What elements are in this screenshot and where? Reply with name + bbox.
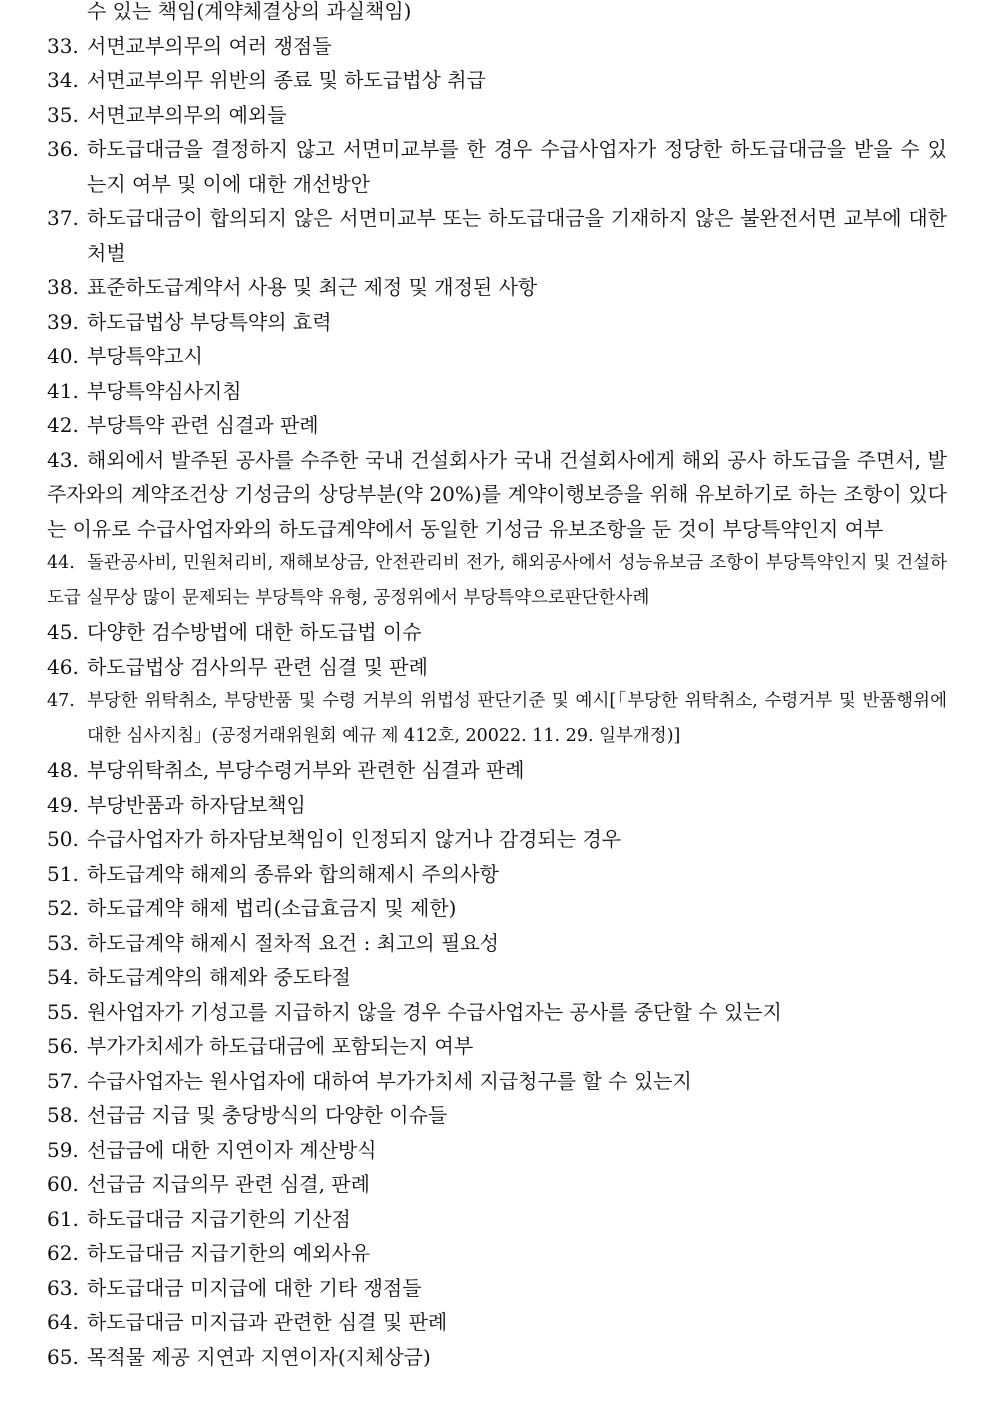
item-number: 56. (47, 1034, 79, 1058)
item-text: 하도급대금 미지급에 대한 기타 쟁점들 (87, 1275, 422, 1300)
item-number: 39. (47, 309, 79, 334)
list-item-54 (47, 960, 947, 995)
list-item-49 (47, 788, 947, 823)
item-number: 43. (47, 447, 79, 472)
list-item-48 (47, 753, 947, 788)
item-text: 다양한 검수방법에 대한 하도급법 이슈 (87, 620, 422, 644)
list-item-37 (47, 201, 947, 270)
list-item-43 (47, 443, 947, 547)
list-item-59 (47, 1133, 947, 1168)
item-text: 돌관공사비, 민원처리비, 재해보상금, 안전관리비 전가, 해외공사에서 성능유보금 조항이 부당특약인지 및 건설하도급 실무상 많이 문제되는 부당특약 유형, 공정위에서 부당특약으로판단한사례 (47, 553, 947, 608)
list-item-45 (47, 615, 947, 650)
list-item-64 (47, 1305, 947, 1340)
list-item-55 (47, 995, 947, 1030)
list-item-41 (47, 374, 947, 409)
item-number: 44. (47, 553, 75, 573)
item-number: 46. (47, 654, 79, 679)
item-text: 부당특약심사지침 (87, 378, 242, 403)
item-text: 부당반품과 하자담보책임 (87, 792, 306, 817)
item-text: 하도급계약 해제 법리(소급효금지 및 제한) (87, 896, 457, 920)
item-text: 하도급법상 부당특약의 효력 (87, 309, 332, 334)
item-text: 원사업자가 기성고를 지급하지 않을 경우 수급사업자는 공사를 중단할 수 있는지 (87, 999, 782, 1024)
item-number: 34. (47, 68, 79, 92)
list-item-continuation (47, 0, 947, 29)
item-number: 38. (47, 275, 79, 299)
list-item-58 (47, 1098, 947, 1133)
item-text: 선급금 지급 및 충당방식의 다양한 이슈들 (87, 1103, 448, 1127)
list-item-34 (47, 63, 947, 98)
list-item-47 (47, 684, 947, 753)
list-item-40 (47, 339, 947, 374)
item-text: 서면교부의무 위반의 종료 및 하도급법상 취급 (87, 68, 486, 92)
item-text: 해외에서 발주된 공사를 수주한 국내 건설회사가 국내 건설회사에게 해외 공사 하도급을 주면서, 발주자와의 계약조건상 기성금의 상당부분(약 20%)를 계약이행보증을 위해 유보하기로 하는 조항이 있다는 이유로 수급사업자와의 하도급계약에서 동일한 기성금 유보조항을 둔 것이 부당특약인지 여부 (47, 447, 947, 541)
list-item-52 (47, 891, 947, 926)
item-number: 61. (47, 1206, 79, 1231)
list-item-46 (47, 650, 947, 685)
list-item-60 (47, 1167, 947, 1202)
item-number: 35. (47, 102, 79, 127)
item-number: 42. (47, 413, 79, 437)
item-text: 하도급법상 검사의무 관련 심결 및 판례 (87, 654, 428, 679)
item-number: 36. (47, 137, 79, 161)
item-number: 45. (47, 620, 79, 644)
list-item-51 (47, 857, 947, 892)
item-number: 51. (47, 861, 79, 886)
list-item-53 (47, 926, 947, 961)
item-number: 59. (47, 1137, 79, 1162)
item-text: 서면교부의무의 예외들 (87, 102, 287, 127)
item-number: 48. (47, 758, 79, 782)
item-text: 수급사업자는 원사업자에 대하여 부가가치세 지급청구를 할 수 있는지 (87, 1068, 692, 1093)
list-item-57 (47, 1064, 947, 1099)
item-number: 55. (47, 999, 79, 1024)
item-text: 목적물 제공 지연과 지연이자(지체상금) (87, 1344, 431, 1369)
item-number: 33. (47, 33, 79, 58)
item-text: 하도급대금 지급기한의 기산점 (87, 1206, 351, 1231)
item-number: 64. (47, 1310, 79, 1334)
item-number: 40. (47, 344, 79, 368)
item-number: 63. (47, 1275, 79, 1300)
item-text: 부당위탁취소, 부당수령거부와 관련한 심결과 판례 (87, 758, 525, 782)
item-number: 50. (47, 827, 79, 851)
item-text: 하도급대금을 결정하지 않고 서면미교부를 한 경우 수급사업자가 정당한 하도급대금을 받을 수 있는지 여부 및 이에 대한 개선방안 (87, 137, 947, 196)
item-number: 49. (47, 792, 79, 817)
item-text: 하도급대금 미지급과 관련한 심결 및 판례 (87, 1310, 448, 1334)
list-item-36 (47, 132, 947, 201)
item-text: 하도급계약 해제의 종류와 합의해제시 주의사항 (87, 861, 499, 886)
item-text: 하도급대금 지급기한의 예외사유 (87, 1241, 371, 1265)
item-number: 53. (47, 930, 79, 955)
list-item-65 (47, 1340, 947, 1375)
item-number: 54. (47, 965, 79, 989)
item-number: 57. (47, 1068, 79, 1093)
item-number: 41. (47, 378, 79, 403)
item-text: 부가가치세가 하도급대금에 포함되는지 여부 (87, 1034, 474, 1058)
item-number: 37. (47, 206, 79, 230)
item-text: 부당특약고시 (87, 344, 203, 368)
item-number: 60. (47, 1172, 79, 1196)
list-item-39 (47, 305, 947, 340)
item-text: 부당한 위탁취소, 부당반품 및 수령 거부의 위법성 판단기준 및 예시[「부당한 위탁취소, 수령거부 및 반품행위에 대한 심사지침」(공정거래위원회 예규 제 412호, 20022. 11. 29. 일부개정)] (87, 691, 947, 746)
item-number: 47. (47, 691, 75, 711)
list-item-33 (47, 29, 947, 64)
list-item-56 (47, 1029, 947, 1064)
list-item-50 (47, 822, 947, 857)
item-text: 하도급계약의 해제와 중도타절 (87, 965, 351, 989)
item-text: 서면교부의무의 여러 쟁점들 (87, 33, 332, 58)
item-number: 62. (47, 1241, 79, 1265)
item-text: 하도급계약 해제시 절차적 요건 : 최고의 필요성 (87, 930, 499, 955)
list-item-38 (47, 270, 947, 305)
item-number: 65. (47, 1344, 79, 1369)
topic-list (47, 0, 947, 1374)
list-item-61 (47, 1202, 947, 1237)
list-item-62 (47, 1236, 947, 1271)
item-number: 58. (47, 1103, 79, 1127)
list-item-35 (47, 98, 947, 133)
item-number: 52. (47, 896, 79, 920)
item-text: 선급금 지급의무 관련 심결, 판례 (87, 1172, 370, 1196)
item-text: 표준하도급계약서 사용 및 최근 제정 및 개정된 사항 (87, 275, 538, 299)
item-text: 수급사업자가 하자담보책임이 인정되지 않거나 감경되는 경우 (87, 827, 622, 851)
item-text: 하도급대금이 합의되지 않은 서면미교부 또는 하도급대금을 기재하지 않은 불완전서면 교부에 대한 처벌 (87, 206, 947, 265)
item-text: 부당특약 관련 심결과 판례 (87, 413, 319, 437)
list-item-63 (47, 1271, 947, 1306)
list-item-44 (47, 546, 947, 615)
item-text: 수 있는 책임(계약체결상의 과실책임) (87, 0, 412, 23)
list-item-42 (47, 408, 947, 443)
item-text: 선급금에 대한 지연이자 계산방식 (87, 1137, 377, 1162)
